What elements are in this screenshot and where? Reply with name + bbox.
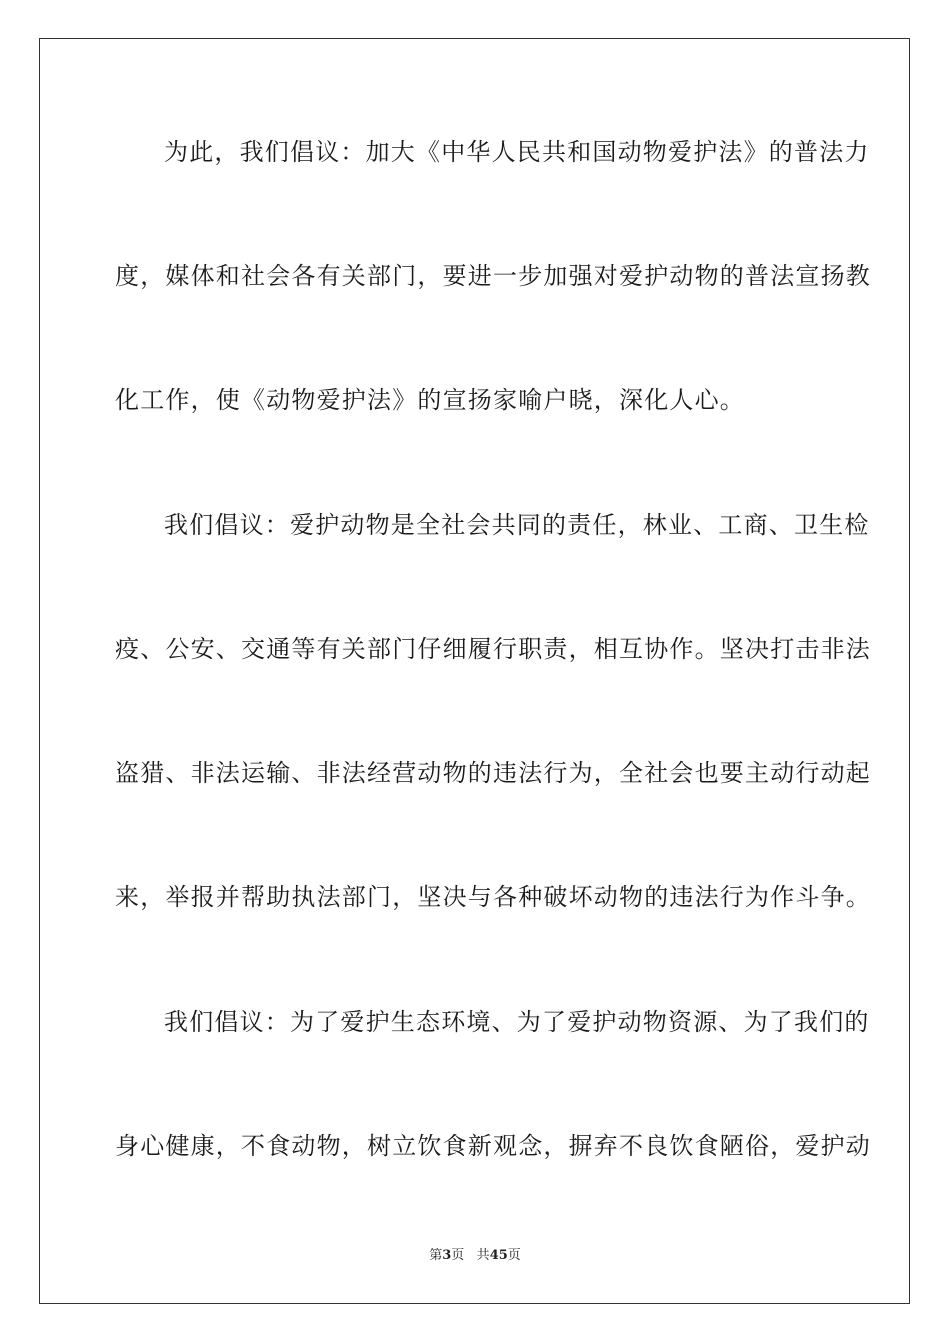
paragraph-3-line-1: 我们倡议：为了爱护生态环境、为了爱护动物资源、为了我们的 (164, 1008, 870, 1036)
page-suffix: 页 (451, 1248, 465, 1263)
paragraph-1-line-1: 为此，我们倡议：加大《中华人民共和国动物爱护法》的普法力 (164, 138, 870, 166)
total-page-count: 45 (489, 1248, 508, 1263)
total-suffix: 页 (507, 1248, 521, 1263)
paragraph-1-line-3: 化工作，使《动物爱护法》的宣扬家喻户晓，深化人心。 (115, 386, 745, 414)
total-prefix: 共 (476, 1248, 490, 1263)
paragraph-2-line-3: 盗猎、非法运输、非法经营动物的违法行为，全社会也要主动行动起 (115, 759, 871, 787)
page-footer (0, 1247, 950, 1265)
paragraph-2-line-2: 疫、公安、交通等有关部门仔细履行职责，相互协作。坚决打击非法 (115, 635, 871, 663)
page-prefix: 第 (429, 1248, 443, 1263)
paragraph-3-line-2: 身心健康，不食动物，树立饮食新观念，摒弃不良饮食陋俗，爱护动 (115, 1132, 871, 1160)
paragraph-1-line-2: 度，媒体和社会各有关部门，要进一步加强对爱护动物的普法宣扬教 (115, 262, 871, 290)
current-page-number: 3 (442, 1248, 452, 1263)
page-border (39, 38, 910, 1304)
paragraph-2-line-1: 我们倡议：爱护动物是全社会共同的责任，林业、工商、卫生检 (164, 511, 870, 539)
paragraph-2-line-4: 来，举报并帮助执法部门，坚决与各种破坏动物的违法行为作斗争。 (115, 883, 871, 911)
